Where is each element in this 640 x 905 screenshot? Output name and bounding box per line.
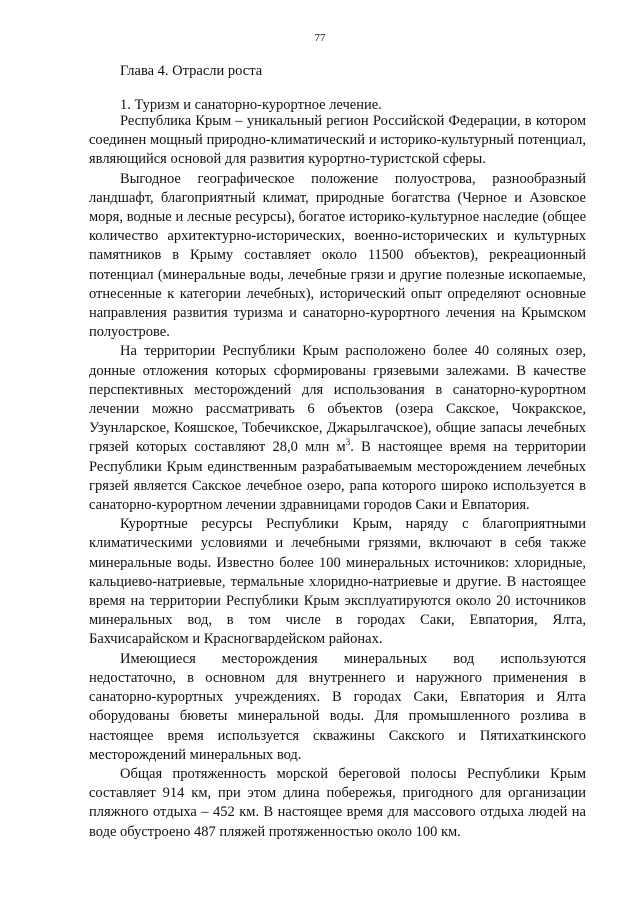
- chapter-title: Глава 4. Отрасли роста: [120, 63, 263, 79]
- section-title: 1. Туризм и санаторно-курортное лечение.: [120, 97, 382, 113]
- superscript: 3: [345, 437, 351, 448]
- paragraph: Курортные ресурсы Республики Крым, наряду с благоприятными климатическими условиями и лечебными грязями, включают в себя также минеральные воды. Известно более 100 минеральных источников: хлоридные, кальциево-натриевые, термальные хлоридно-натриевые и другие. В настоящее время на территории Республики Крым эксплуатируются около 20 источников минеральных вод, в том числе в городах Саки, Евпатория, Ялта, Бахчисарайском и Красногвардейском районах.: [89, 516, 586, 648]
- body-text: [89, 112, 586, 842]
- paragraph: Общая протяженность морской береговой полосы Республики Крым составляет 914 км, при этом длина побережья, пригодного для организации пляжного отдыха – 452 км. В настоящее время для массового отдыха людей на воде обустроено 487 пляжей протяженностью около 100 км.: [89, 765, 586, 840]
- paragraph: [89, 342, 586, 515]
- paragraph: Имеющиеся месторождения минеральных вод используются недостаточно, в основном для внутреннего и наружного применения в санаторно-курортных учреждениях. В городах Саки, Евпатория и Ялта оборудованы бюветы минеральной воды. Для промышленного розлива в настоящее время используется скважины Сакского и Пятихаткинского месторождений минеральных вод.: [89, 650, 586, 763]
- page-number: 77: [314, 32, 326, 44]
- paragraph-text: На территории Республики Крым расположено более 40 соляных озер, донные отложения которых сформированы грязевыми залежами. В качестве перспективных месторождений для использования в санаторно-курортном лечении можно рассматривать 6 объектов (озера Сакское, Чокракское, Узунларское, Кояшское, Тобечикское, Джарылгачское), общие запасы лечебных грязей которых составляют 28,0 млн м: [89, 343, 586, 456]
- paragraph-text: . В настоящее время на территории Республики Крым единственным разрабатываемым месторождением лечебных грязей является Сакское лечебное озеро, рапа которого широко используется в санаторно-курортном лечении здравницами городов Саки и Евпатория.: [89, 439, 586, 514]
- paragraph: Выгодное географическое положение полуострова, разнообразный ландшафт, благоприятный климат, природные богатства (Черное и Азовское моря, водные и лесные ресурсы), богатое историко-культурное наследие (общее количество архитектурно-исторических, военно-исторических и культурных памятников в Крыму составляет около 11500 объектов), рекреационный потенциал (минеральные воды, лечебные грязи и другие полезные ископаемые, отнесенные к категории лечебных), исторический опыт определяют основные направления развития туризма и санаторно-курортного лечения на Крымском полуострове.: [89, 170, 586, 341]
- paragraph: Республика Крым – уникальный регион Российской Федерации, в котором соединен мощный природно-климатический и историко-культурный потенциал, являющийся основой для развития курортно-туристской сферы.: [89, 113, 586, 168]
